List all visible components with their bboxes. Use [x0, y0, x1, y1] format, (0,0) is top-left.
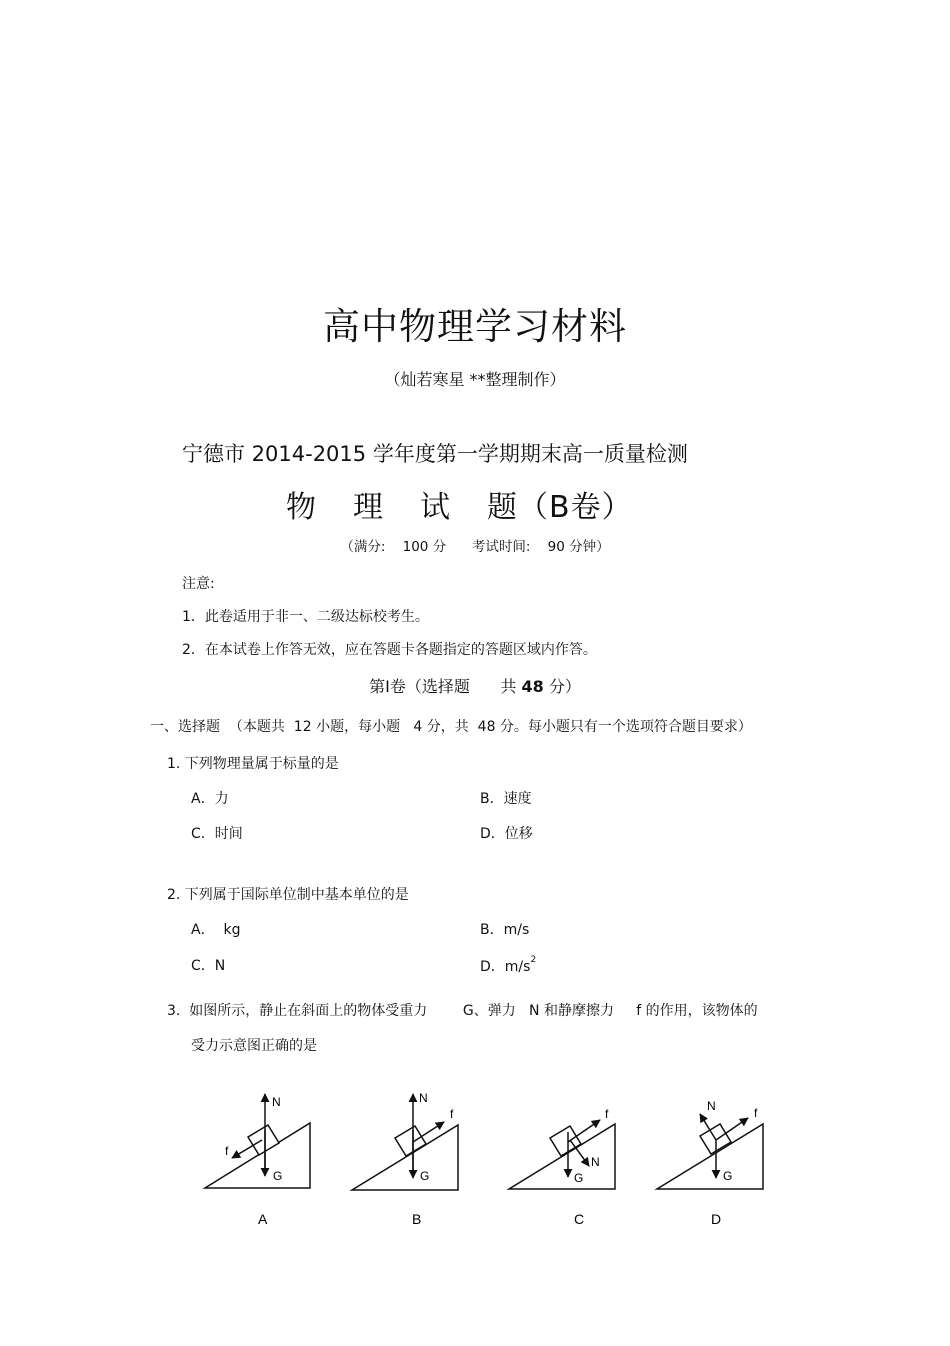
- figure-label: A: [258, 1211, 268, 1227]
- subtitle: （灿若寒星 **整理制作）: [384, 370, 566, 389]
- q1-option-a: A．力: [191, 791, 229, 807]
- block: [395, 1126, 426, 1156]
- exam-title: 宁德市 2014-2015 学年度第一学期期末高一质量检测: [182, 442, 688, 466]
- q2-option-d-text: D．m/s: [480, 959, 531, 975]
- figure-label: C: [574, 1211, 585, 1227]
- section-heading-pre: 第Ⅰ卷（选择题 共: [369, 677, 522, 696]
- main-title: 高中物理学习材料: [323, 305, 627, 348]
- q1-option-c: C．时间: [191, 826, 243, 842]
- label-g: G: [273, 1169, 283, 1183]
- figure-b: [352, 1091, 458, 1227]
- question-3-stem-line1: 3. 如图所示，静止在斜面上的物体受重力 G、弹力 N 和静摩擦力 f 的作用，该物体的: [167, 1003, 758, 1019]
- exam-info: （满分: 100 分 考试时间: 90 分钟）: [340, 539, 610, 555]
- figure-a: [205, 1094, 310, 1227]
- label-n: N: [272, 1095, 281, 1109]
- paper-title-char: 理: [353, 490, 384, 525]
- paper-title-char: 题（B卷）: [487, 490, 633, 525]
- q1-option-d: D．位移: [480, 826, 533, 842]
- q2-option-a: A． kg: [191, 922, 241, 938]
- paper-title-char: 物: [286, 490, 317, 525]
- figure-label: D: [711, 1211, 722, 1227]
- notes-heading: 注意:: [182, 576, 215, 592]
- figure-d: [657, 1099, 763, 1227]
- q2-option-d-exponent: 2: [530, 955, 537, 965]
- paper-title-char: 试: [420, 490, 451, 525]
- question-3-stem-line2: 受力示意图正确的是: [191, 1038, 317, 1054]
- section-heading-post: 分）: [543, 677, 581, 696]
- section-intro: 一、选择题 （本题共 12 小题，每小题 4 分，共 48 分。每小题只有一个选项符合题目要求）: [150, 719, 752, 735]
- note-item-2: 2．在本试卷上作答无效，应在答题卡各题指定的答题区域内作答。: [182, 642, 597, 658]
- label-f: f: [225, 1144, 229, 1158]
- label-g: G: [723, 1169, 733, 1183]
- label-n: N: [707, 1099, 716, 1113]
- question-1-stem: 1. 下列物理量属于标量的是: [167, 756, 339, 772]
- label-g: G: [420, 1169, 430, 1183]
- block: [248, 1125, 279, 1155]
- figure-label: B: [412, 1211, 422, 1227]
- q1-option-b: B．速度: [480, 791, 532, 807]
- label-f: f: [450, 1107, 454, 1121]
- q2-option-c: C．N: [191, 958, 226, 974]
- label-g: G: [574, 1171, 584, 1185]
- label-n: N: [591, 1155, 600, 1169]
- block: [550, 1126, 581, 1156]
- section-heading-score: 48: [521, 677, 544, 696]
- figure-c: [509, 1107, 615, 1227]
- label-n: N: [419, 1091, 428, 1105]
- label-f: f: [754, 1106, 758, 1120]
- question-2-stem: 2. 下列属于国际单位制中基本单位的是: [167, 887, 409, 903]
- label-f: f: [605, 1107, 609, 1121]
- q2-option-b: B．m/s: [480, 922, 530, 938]
- note-item-1: 1．此卷适用于非一、二级达标校考生。: [182, 609, 429, 625]
